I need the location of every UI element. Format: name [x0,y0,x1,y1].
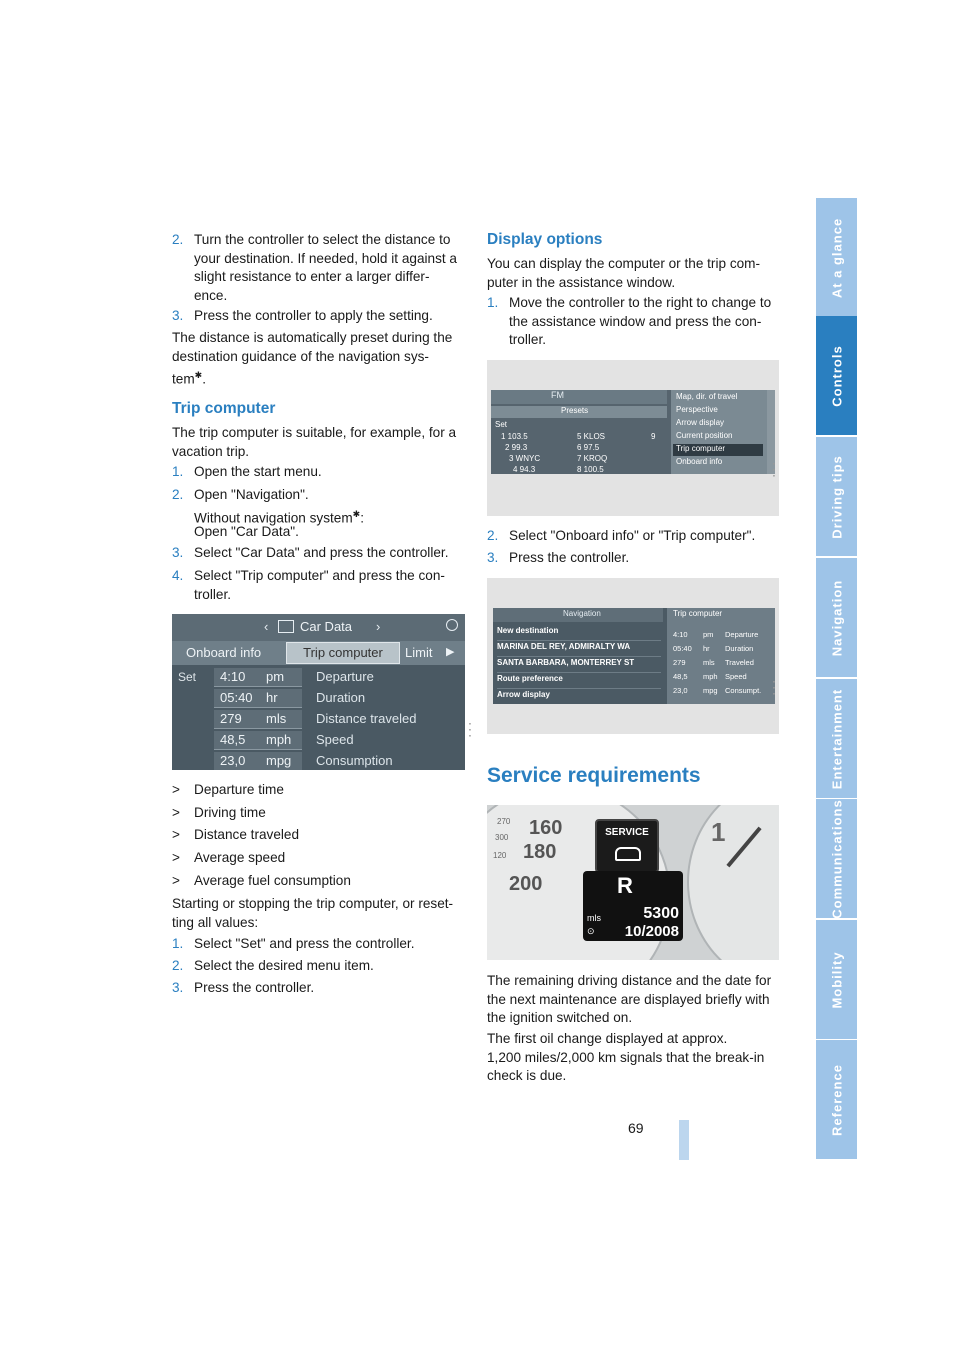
bullet-icon: > [172,804,180,820]
nav-menu-item[interactable]: SANTA BARBARA, MONTERREY ST [497,658,661,673]
tick-label: 300 [495,833,509,842]
trip-step-4 [172,567,472,605]
bullet-icon: > [172,872,180,888]
text-line: Starting or stopping the trip computer, or reset- [172,896,454,911]
service-requirements-heading: Service requirements [487,764,701,787]
text-line: the ignition switched on. [487,1010,633,1025]
service-label: SERVICE [605,827,649,838]
trip-label[interactable]: Consumption [316,753,393,768]
set-button[interactable]: Set [178,670,197,684]
menu-item[interactable]: Map, dir. of travel [676,392,738,401]
tick-label: 120 [493,851,507,860]
list-item [172,872,472,891]
step-number: 1. [172,464,184,479]
chevron-right-icon: › [376,619,381,634]
tick-label: 1 [711,817,726,847]
distance-value: 5300 [643,905,679,922]
tick-label: 180 [523,841,557,863]
tab-mobility[interactable] [816,920,857,1039]
bullet-icon: > [172,782,180,797]
bullet-text: Average speed [194,850,286,866]
page-marker [679,1120,689,1160]
step-number: 2. [172,232,184,247]
step-number: 2. [172,487,184,502]
tab-trip-computer[interactable]: Trip computer [286,642,400,664]
text-line: vacation trip. [172,443,250,459]
tick-label: 270 [497,817,511,826]
tab-onboard-info[interactable]: Onboard info [186,645,262,660]
auto-preset-paragraph [172,329,452,389]
set-button[interactable]: Set [495,420,508,429]
trip-panel-title: Trip computer [673,609,723,618]
tab-limit[interactable]: Limit [405,645,433,660]
radio-header [491,390,667,404]
figure-frame [487,360,779,516]
presets-label: Presets [561,406,589,415]
text-line: tem✱. [172,370,206,387]
list-item [172,804,472,823]
trip-unit: pm [703,630,714,639]
step-number: 3. [172,545,184,560]
step-text-line: Turn the controller to select the distance to [194,232,451,247]
figure-code: ▪▪▪ [771,678,777,696]
tab-label: Mobility [829,950,844,1009]
nav-title: Navigation [563,609,601,618]
trip-unit: mph [703,672,718,681]
step-text: Select "Car Data" and press the controller. [194,545,449,560]
clock-icon: ⊙ [587,926,595,936]
station-preset[interactable]: 9 [651,432,656,441]
text-line: The trip computer is suitable, for example, for a [172,425,457,440]
step-text-line: Select "Trip computer" and press the con- [194,568,445,583]
gear-indicator: R [617,873,633,898]
trip-unit: mls [266,711,287,726]
car-data-icon [278,620,294,633]
text-line: puter in the assistance window. [487,274,676,290]
bullet-icon: > [172,827,180,843]
text-line: ting all values: [172,914,259,930]
trip-value: 279 [673,658,686,667]
station-preset[interactable]: 2 99.3 [505,443,528,452]
tab-label: Reference [829,1063,844,1136]
step-text-line: Open "Navigation". [194,487,309,502]
chevron-left-icon: ‹ [264,619,269,634]
trip-label[interactable]: Duration [316,690,366,705]
step-number: 1. [172,936,184,951]
figure-code: ▪▪▪ [771,460,777,478]
trip-step-2 [172,486,472,542]
trip-value: 48,5 [673,672,688,681]
tab-reference[interactable] [816,1040,857,1159]
star-icon: ✱ [352,508,361,519]
trip-panel [667,608,775,704]
trip-value: 4:10 [220,669,246,684]
nav-menu-item[interactable]: New destination [497,626,661,641]
trip-label: Departure [725,630,759,639]
menu-item[interactable]: Current position [676,431,733,440]
tab-entertainment[interactable] [816,679,857,798]
step-text-line: Open "Car Data". [194,524,299,539]
trip-label[interactable]: Distance traveled [316,711,417,726]
value-cell [214,710,302,729]
settings-icon [446,619,458,631]
step-text-line: the assistance window and press the con- [509,313,762,329]
text-fragment: Without navigation system [194,510,353,526]
trip-value: 05:40 [673,644,692,653]
trip-value: 05:40 [220,690,253,705]
step-2 [172,231,472,305]
reset-paragraph [172,895,453,932]
tab-at-a-glance[interactable] [816,198,857,317]
text-line: 1,200 miles/2,000 km signals that the break-in [487,1049,765,1065]
nav-menu-item[interactable]: Route preference [497,674,661,689]
trip-label: Duration [725,644,754,653]
tab-controls[interactable] [816,316,857,435]
reset-step-3 [172,979,472,998]
tab-label: Entertainment [829,688,844,789]
station-preset[interactable]: 4 94.3 [513,465,536,474]
trip-computer-heading: Trip computer [172,400,276,417]
list-item [172,849,472,868]
trip-unit: hr [703,644,710,653]
trip-value: 23,0 [673,686,688,695]
station-preset[interactable]: 1 103.5 [501,432,528,441]
reset-step-2 [172,957,472,976]
step-text: Press the controller. [509,550,630,565]
instrument-cluster-image [487,805,779,960]
band-label: FM [551,390,564,400]
step-number: 2. [487,528,499,543]
step-number: 3. [172,308,184,323]
value-cell [214,689,302,708]
trip-unit: pm [266,669,285,684]
trip-step-3 [172,544,472,563]
step-text-line: your destination. If needed, hold it against a [194,250,457,266]
station-preset[interactable]: 8 100.5 [577,465,604,474]
tab-label: Driving tips [829,454,844,539]
tab-label: Controls [829,344,844,407]
screen-header [172,614,465,641]
tab-label: Communications [829,798,844,919]
bullet-icon: > [172,850,180,866]
trip-label: Traveled [725,658,754,667]
text-line: the next maintenance are displayed briefly with [487,991,770,1007]
menu-item[interactable]: Onboard info [676,457,723,466]
step-text: Select "Onboard info" or "Trip computer". [509,528,756,543]
step-text: Open the start menu. [194,464,322,479]
trip-step-1 [172,463,472,482]
step-number: 1. [487,295,499,310]
trip-label[interactable]: Departure [316,669,374,684]
screen-title: Car Data [300,619,353,634]
step-text-line: ence. [194,287,228,303]
trip-unit: mph [266,732,292,747]
trip-unit: mpg [266,753,292,768]
text-fragment: tem [172,371,195,387]
radio-screen [491,390,775,474]
service-display [583,871,683,941]
tick-label: 200 [509,873,543,895]
display-options-heading: Display options [487,231,603,248]
value-cell [214,731,302,750]
text-line: The distance is automatically preset during the [172,330,453,345]
bullet-text: Average fuel consumption [194,872,351,888]
screen-tabs [172,641,465,665]
step-number: 4. [172,568,184,583]
step-number: 3. [172,980,184,995]
step-number: 2. [172,958,184,973]
trip-value: 279 [220,711,242,726]
display-step-2 [487,527,787,546]
trip-unit: hr [266,690,278,705]
date-value: 10/2008 [624,923,679,940]
nav-menu-item[interactable]: MARINA DEL REY, ADMIRALTY WA [497,642,661,657]
value-cell [214,752,302,770]
menu-item[interactable]: Arrow display [676,418,725,427]
step-text: Press the controller. [194,980,315,995]
tab-navigation[interactable] [816,558,857,677]
service-indicator [595,819,659,873]
figure-frame [487,578,779,734]
nav-menu-item[interactable]: Arrow display [497,690,661,704]
trip-intro [172,424,456,461]
presets-bar [491,406,667,418]
menu-item[interactable]: Perspective [676,405,718,414]
station-preset[interactable]: 3 WNYC [509,454,541,463]
tab-label: Navigation [829,579,844,656]
station-preset[interactable]: 6 97.5 [577,443,600,452]
step-text-line: slight resistance to enter a larger differ- [194,269,430,284]
trip-value: 23,0 [220,753,246,768]
step-text-line: Move the controller to the right to change to [509,295,772,310]
display-intro [487,255,760,292]
list-item [172,781,472,800]
step-text: Press the controller to apply the setting. [194,308,433,323]
trip-label[interactable]: Speed [316,732,354,747]
star-icon: ✱ [194,370,203,380]
tick-label: 160 [529,817,563,839]
step-text-line: Without navigation system✱: [194,508,364,526]
trip-unit: mpg [703,686,718,695]
car-data-screen [172,614,465,770]
figure-code: ▪▪▪ [467,720,473,738]
trip-unit: mls [703,658,715,667]
unit-label: mls [587,913,601,923]
step-text-line: troller. [509,332,547,347]
list-item [172,826,472,845]
step-number: 3. [487,550,499,565]
trip-label: Consumpt. [725,686,762,695]
bullet-text: Departure time [194,782,284,797]
display-step-1 [487,294,787,350]
car-icon [615,847,641,861]
step-text: Select "Set" and press the controller. [194,936,415,951]
station-preset[interactable]: 5 KLOS [577,432,606,441]
tachometer-dial [687,805,779,960]
page-number: 69 [628,1120,644,1136]
step-text-line: troller. [194,586,232,602]
text-line: The remaining driving distance and the date for [487,973,772,988]
oil-change-paragraph [487,1030,764,1086]
text-line: You can display the computer or the trip com- [487,256,761,271]
text-line: The first oil change displayed at approx. [487,1031,728,1046]
tab-communications[interactable] [816,799,857,918]
trip-value: 4:10 [673,630,688,639]
arrow-right-icon: ▶ [446,646,455,658]
tab-label: At a glance [829,217,844,298]
step-text: Select the desired menu item. [194,958,374,973]
text-line: destination guidance of the navigation sys- [172,348,429,364]
display-step-3 [487,549,787,568]
text-line: check is due. [487,1068,567,1083]
nav-header [493,608,663,622]
menu-item[interactable]: Trip computer [673,444,763,456]
service-paragraph [487,972,771,1028]
reset-step-1 [172,935,472,954]
assistance-menu [671,390,767,474]
trip-label: Speed [725,672,747,681]
station-preset[interactable]: 7 KROQ [577,454,608,463]
bullet-text: Driving time [194,804,266,820]
value-cell [214,668,302,687]
navigation-screen [493,608,775,704]
trip-value: 48,5 [220,732,246,747]
bullet-text: Distance traveled [194,827,300,843]
step-3 [172,307,472,326]
tab-driving-tips[interactable] [816,437,857,556]
